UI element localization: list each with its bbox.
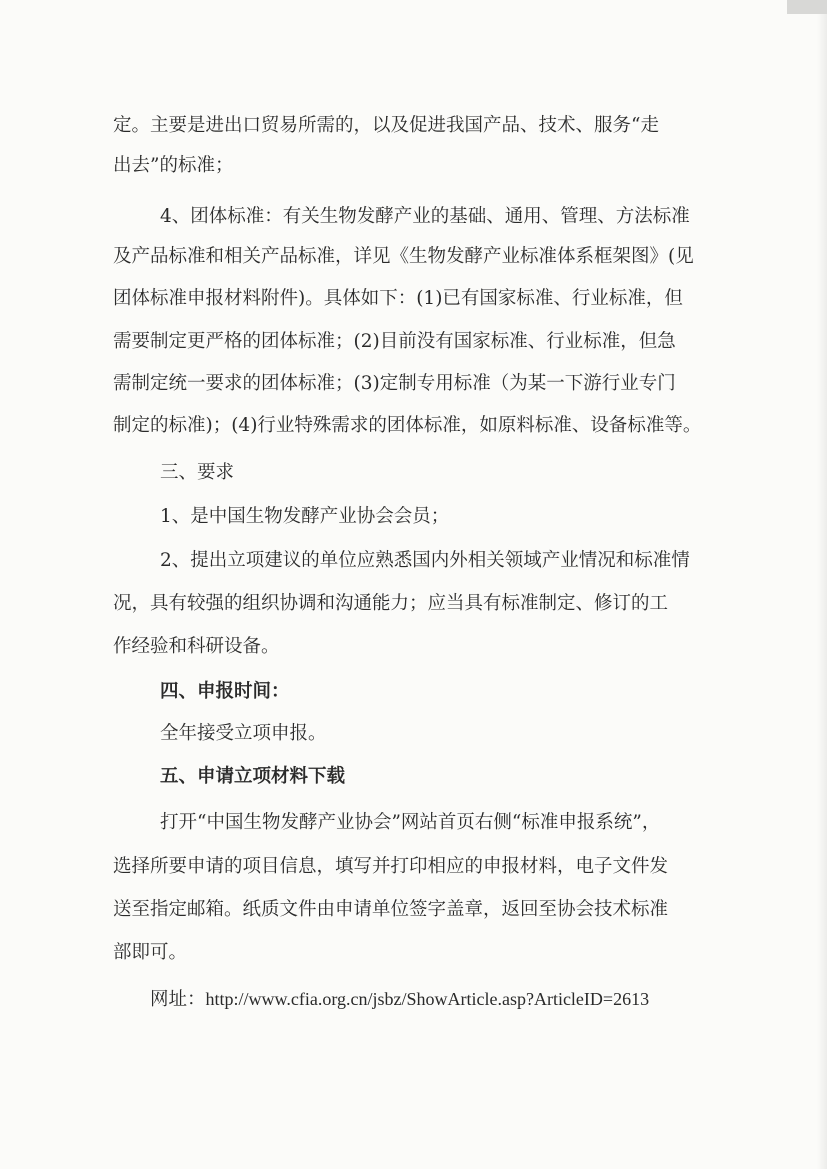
section-heading-application-time: 四、申报时间： xyxy=(160,681,290,702)
section-heading-requirements: 三、要求 xyxy=(160,462,235,483)
download-text-line-1: 打开“中国生物发酵产业协会”网站首页右侧“标准申报系统”， xyxy=(160,812,661,833)
requirement-item-1: 1、是中国生物发酵产业协会会员； xyxy=(160,506,450,527)
download-text-line-3: 送至指定邮箱。纸质文件由申请单位签字盖章，返回至协会技术标准 xyxy=(113,899,669,920)
paragraph-1-line-1: 定。主要是进出口贸易所需的，以及促进我国产品、技术、服务“走 xyxy=(113,115,659,136)
paragraph-2-line-1: 4、团体标准：有关生物发酵产业的基础、通用、管理、方法标准 xyxy=(160,206,690,227)
paragraph-2-line-3: 团体标准申报材料附件)。具体如下：(1)已有国家标准、行业标准，但 xyxy=(113,288,683,309)
download-text-line-2: 选择所要申请的项目信息，填写并打印相应的申报材料，电子文件发 xyxy=(113,856,669,877)
paragraph-2-line-5: 需制定统一要求的团体标准；(3)定制专用标准（为某一下游行业专门 xyxy=(113,373,676,394)
application-time-text: 全年接受立项申报。 xyxy=(160,723,327,744)
website-line xyxy=(150,987,649,1012)
section-heading-download: 五、申请立项材料下载 xyxy=(160,766,346,787)
requirement-item-2-line-3: 作经验和科研设备。 xyxy=(113,636,280,657)
scan-corner-mark xyxy=(787,0,827,14)
scan-edge-shadow xyxy=(817,0,827,1169)
paragraph-2-line-2: 及产品标准和相关产品标准，详见《生物发酵产业标准体系框架图》(见 xyxy=(113,246,694,267)
paragraph-1-line-2: 出去”的标准； xyxy=(113,155,234,176)
paragraph-2-line-4: 需要制定更严格的团体标准；(2)目前没有国家标准、行业标准，但急 xyxy=(113,331,676,352)
requirement-item-2-line-2: 况，具有较强的组织协调和沟通能力；应当具有标准制定、修订的工 xyxy=(113,593,669,614)
website-label: 网址： xyxy=(150,989,206,1010)
requirement-item-2-line-1: 2、提出立项建议的单位应熟悉国内外相关领域产业情况和标准情 xyxy=(160,550,690,571)
paragraph-2-line-6: 制定的标准)；(4)行业特殊需求的团体标准，如原料标准、设备标准等。 xyxy=(113,415,702,436)
download-text-line-4: 部即可。 xyxy=(113,942,188,963)
website-url[interactable]: http://www.cfia.org.cn/jsbz/ShowArticle.asp?ArticleID=2613 xyxy=(205,989,650,1009)
